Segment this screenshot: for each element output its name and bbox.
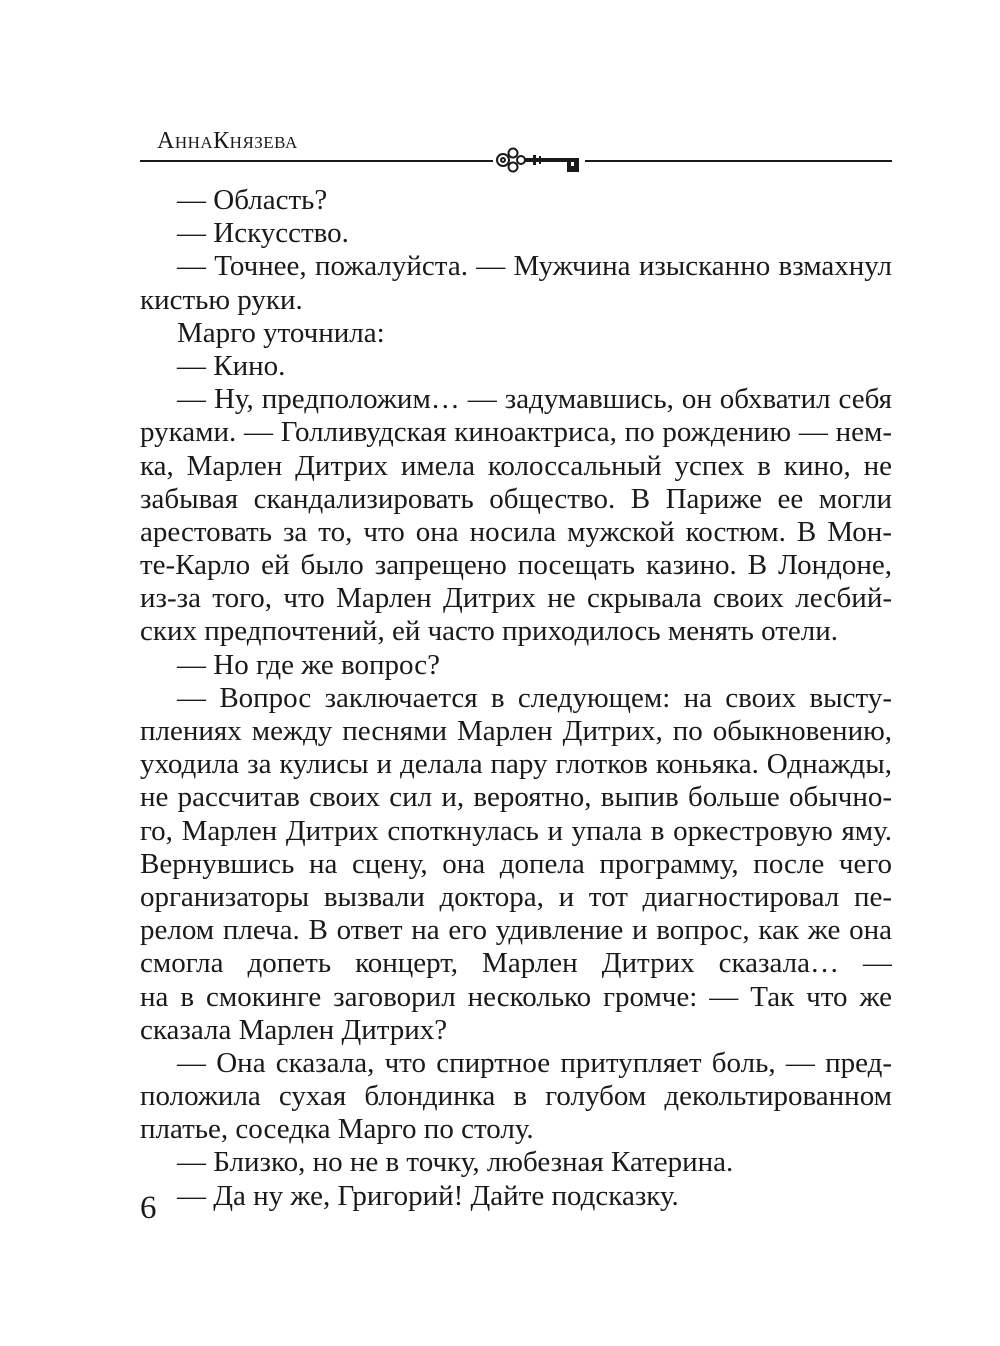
text-line: забывая скандализировать общество. В Париже ее могли xyxy=(140,482,892,515)
text-line: — Но где же вопрос? xyxy=(177,648,441,681)
text-line: — Да ну же, Григорий! Дайте подсказку. xyxy=(177,1179,679,1212)
text-line: кистью руки. xyxy=(140,283,303,316)
running-head-author: АннаКнязева xyxy=(157,128,298,154)
text-line: Марго уточнила: xyxy=(177,316,385,349)
text-line: — Искусство. xyxy=(177,217,349,250)
text-line: — Близко, но не в точку, любезная Катерина. xyxy=(177,1146,734,1179)
text-line: — Кино. xyxy=(177,349,286,382)
text-line: — Область? xyxy=(177,184,328,216)
text-line: плениях между песнями Марлен Дитрих, по обыкновению, xyxy=(140,715,892,747)
text-line: — Вопрос заключается в следующем: на своих высту- xyxy=(177,681,892,714)
text-line: не рассчитав своих сил и, вероятно, выпив больше обычно- xyxy=(140,781,892,814)
text-line: положила сухая блондинка в голубом декольтированном xyxy=(140,1080,892,1113)
text-line: — Точнее, пожалуйста. — Мужчина изысканно взмахнул xyxy=(177,250,892,283)
text-line: го, Марлен Дитрих споткнулась и упала в оркестровую яму. xyxy=(140,814,892,847)
page-number: 6 xyxy=(140,1190,157,1226)
text-line: — Она сказала, что спиртное притупляет боль, — пред- xyxy=(177,1046,892,1079)
text-line: руками. — Голливудская киноактриса, по рождению — нем- xyxy=(140,416,892,449)
text-line: платье, соседка Марго по столу. xyxy=(140,1113,534,1146)
text-line: релом плеча. В ответ на его удивление и вопрос, как же она xyxy=(140,914,892,947)
text-line: из-за того, что Марлен Дитрих не скрывала своих лесбий- xyxy=(140,582,892,615)
text-line: смогла допеть концерт, Марлен Дитрих сказала… — xyxy=(140,947,892,980)
text-line: — Ну, предположим… — задумавшись, он обхватил себя xyxy=(177,383,892,416)
text-line: уходила за кулисы и делала пару глотков коньяка. Однажды, xyxy=(140,748,892,781)
text-line: сказала Марлен Дитрих? xyxy=(140,1013,448,1046)
text-line: организаторы вызвали доктора, и тот диагностировал пе- xyxy=(140,880,892,913)
text-line: те-Карло ей было запрещено посещать казино. В Лондоне, xyxy=(140,549,892,582)
key-icon xyxy=(493,144,585,176)
text-line: Вернувшись на сцену, она допела программу, после чего xyxy=(140,847,892,880)
text-line: ских предпочтений, ей часто приходилось менять отели. xyxy=(140,615,839,648)
body-text xyxy=(140,184,892,1213)
text-line: ка, Марлен Дитрих имела колоссальный успех в кино, не xyxy=(140,449,892,482)
text-line: на в смокинге заговорил несколько громче: — Так что же xyxy=(140,980,892,1013)
text-line: арестовать за то, что она носила мужской костюм. В Мон- xyxy=(140,515,892,548)
